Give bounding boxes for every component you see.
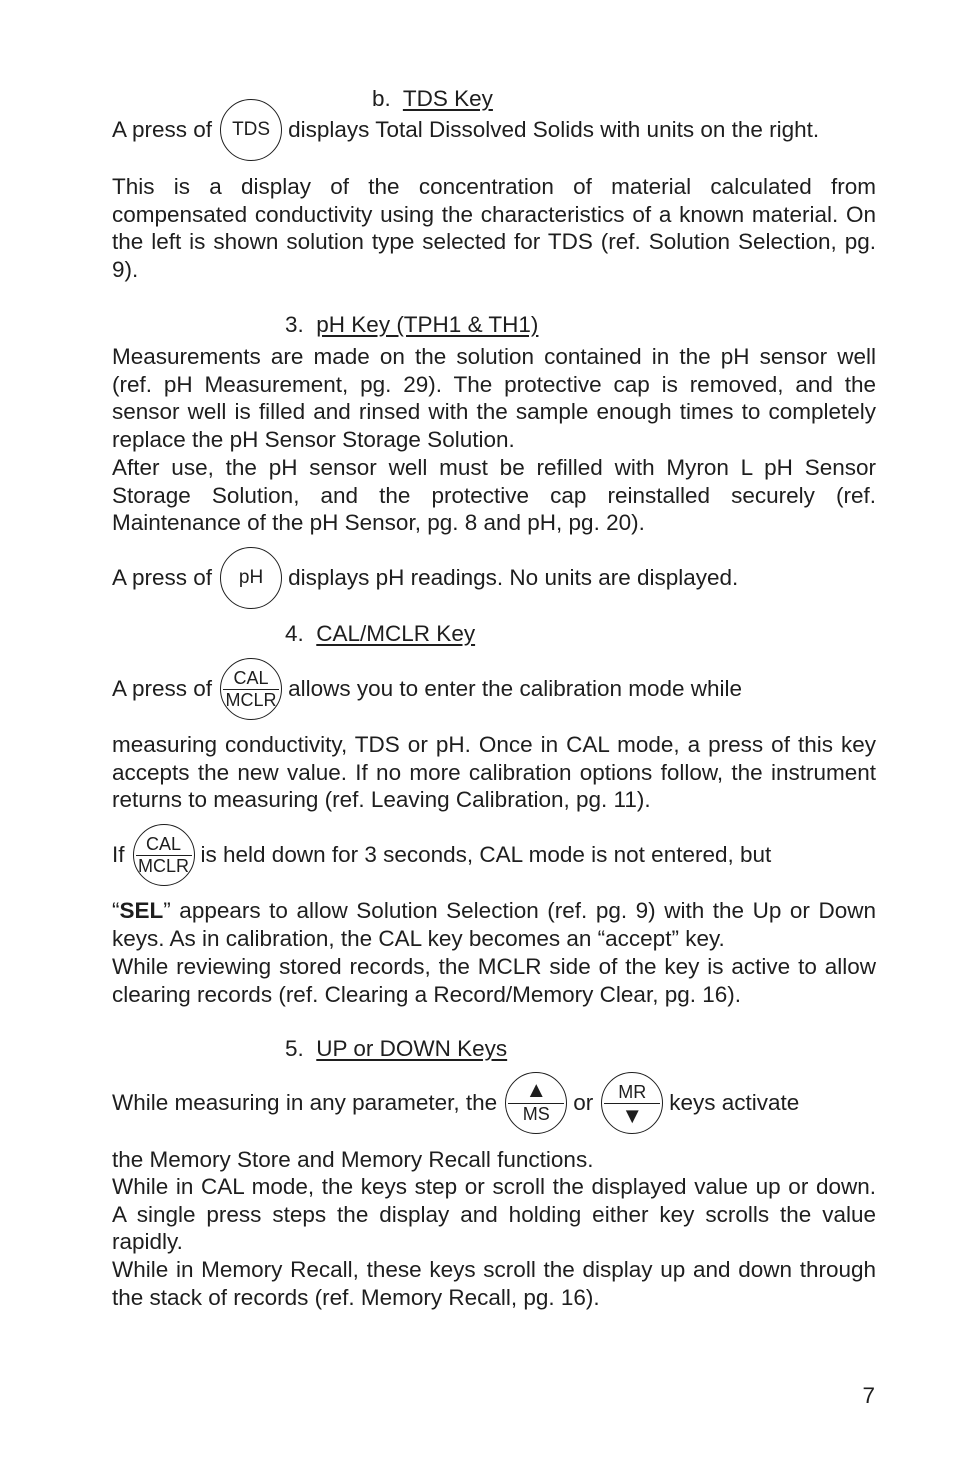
- sel-paragraph: [112, 897, 876, 952]
- cal-press-before: A press of: [112, 676, 213, 701]
- tds-press-before: A press of: [112, 117, 213, 142]
- cal-if-before: If: [112, 842, 125, 867]
- ph-heading: [285, 311, 538, 339]
- sel-word: SEL: [119, 898, 164, 923]
- cal-mclr-key-2: [133, 824, 195, 886]
- ph-key: [220, 547, 282, 609]
- down-key-top-label: MR: [618, 1082, 647, 1102]
- sel-open-quote: “: [112, 898, 120, 923]
- ph-after-use-paragraph: After use, the pH sensor well must be refilled with Myron L pH Sensor Storage Solution, and the protective cap reinstalled securely (ref. Maintenance of the pH Sensor, pg. 8 and pH, pg. 20).: [112, 455, 876, 536]
- updown-line-after: keys activate: [669, 1090, 800, 1115]
- cal-key-bottom-label: MCLR: [225, 690, 277, 710]
- tds-key-label: TDS: [232, 119, 271, 140]
- cal-key-top-label: CAL: [146, 834, 182, 854]
- cal-hold-line: [112, 821, 771, 889]
- tds-key-line: [112, 96, 819, 164]
- ph-heading-number: 3.: [285, 312, 304, 337]
- sel-rest: ” appears to allow Solution Selection (ref. pg. 9) with the Up or Down keys. As in calibration, the CAL key becomes an “accept” key.: [112, 898, 876, 951]
- mclr-reviewing-paragraph: While reviewing stored records, the MCLR side of the key is active to allow clearing records (ref. Clearing a Record/Memory Clear, pg. 16).: [112, 954, 876, 1007]
- up-key-bottom-label: MS: [522, 1104, 550, 1124]
- cal-mclr-key: [220, 658, 282, 720]
- cal-key-line: [112, 655, 742, 723]
- ph-key-label: pH: [238, 567, 264, 588]
- mr-down-key: [601, 1072, 663, 1134]
- memory-functions-paragraph: the Memory Store and Memory Recall functions.: [112, 1147, 594, 1172]
- ph-press-before: A press of: [112, 565, 213, 590]
- cal-measuring-paragraph: measuring conductivity, TDS or pH. Once in CAL mode, a press of this key accepts the new value. If no more calibration options follow, the instrument returns to measuring (ref. Leaving Calibration, pg. 11).: [112, 732, 876, 813]
- cal-key-top-label: CAL: [233, 668, 269, 688]
- ph-key-line: [112, 544, 738, 612]
- ph-heading-title: pH Key (TPH1 & TH1): [316, 312, 539, 337]
- tds-description: This is a display of the concentration of material calculated from compensated conductivity using the characteristics of a known material. On the left is shown solution type selected for TDS (ref. Solution Selection, pg. 9).: [112, 174, 876, 283]
- page-number: 7: [862, 1383, 875, 1408]
- down-triangle-icon: ▼: [621, 1103, 644, 1128]
- ph-press-after: displays pH readings. No units are displayed.: [288, 565, 739, 590]
- cal-heading: [285, 620, 475, 648]
- cal-press-after: allows you to enter the calibration mode while: [288, 676, 743, 701]
- cal-heading-title: CAL/MCLR Key: [316, 621, 476, 646]
- tds-heading-title: TDS Key: [402, 86, 493, 111]
- updown-heading-number: 5.: [285, 1036, 304, 1061]
- up-triangle-icon: ▲: [525, 1077, 548, 1102]
- updown-line-before: While measuring in any parameter, the: [112, 1090, 498, 1115]
- updown-connector: or: [573, 1090, 594, 1115]
- tds-key: [220, 99, 282, 161]
- updown-key-line: [112, 1069, 799, 1137]
- memory-recall-paragraph: While in Memory Recall, these keys scroll the display up and down through the stack of records (ref. Memory Recall, pg. 16).: [112, 1257, 876, 1310]
- updown-heading: [285, 1035, 507, 1063]
- ph-measurement-paragraph: Measurements are made on the solution contained in the pH sensor well (ref. pH Measurement, pg. 29). The protective cap is removed, and the sensor well is filled and rinsed with the sample enough times to completely replace the pH Sensor Storage Solution.: [112, 344, 876, 453]
- tds-heading-number: b.: [372, 86, 391, 111]
- up-ms-key: [505, 1072, 567, 1134]
- cal-if-after: is held down for 3 seconds, CAL mode is not entered, but: [200, 842, 772, 867]
- cal-key-bottom-label: MCLR: [138, 856, 190, 876]
- tds-press-after: displays Total Dissolved Solids with units on the right.: [288, 117, 820, 142]
- cal-mode-scroll-paragraph: While in CAL mode, the keys step or scroll the displayed value up or down. A single press steps the display and holding either key scrolls the value rapidly.: [112, 1174, 876, 1255]
- updown-heading-title: UP or DOWN Keys: [316, 1036, 508, 1061]
- cal-heading-number: 4.: [285, 621, 304, 646]
